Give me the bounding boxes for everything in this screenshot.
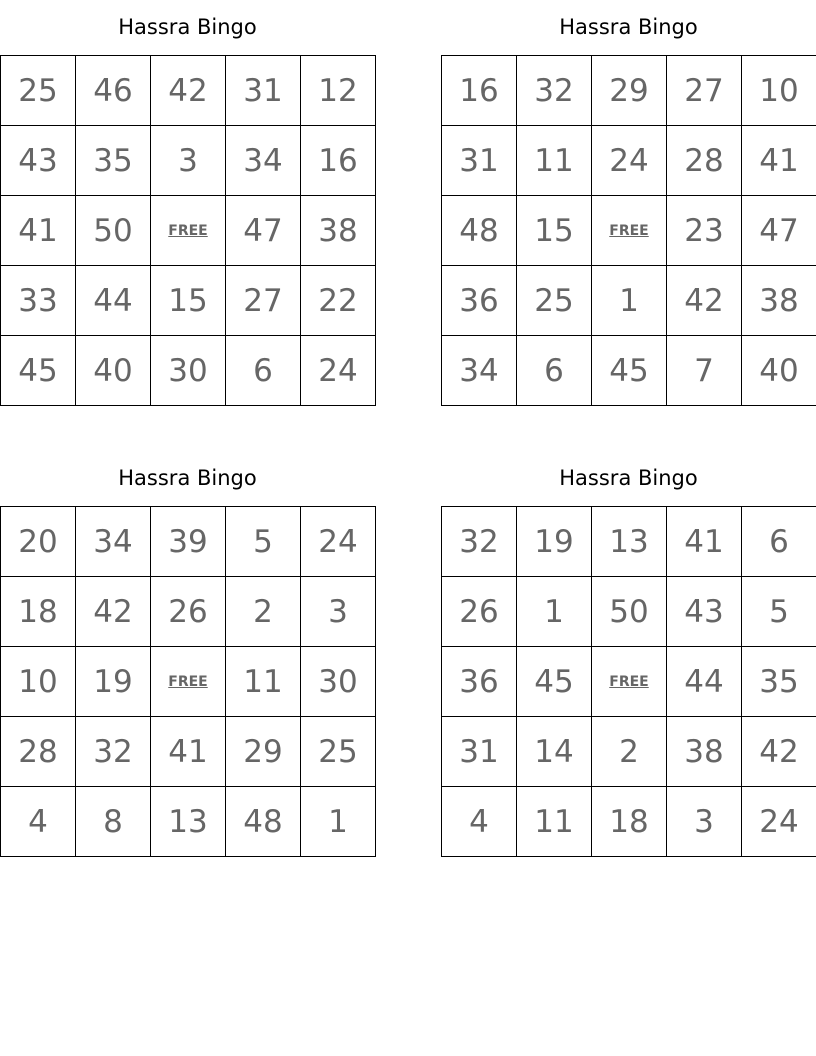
grid-cell: 31 xyxy=(226,56,301,126)
grid-cell: 3 xyxy=(667,787,742,857)
grid-cell: 38 xyxy=(667,717,742,787)
free-space-cell: FREE xyxy=(151,196,226,266)
grid-cell: 45 xyxy=(517,647,592,717)
grid-cell: 50 xyxy=(592,577,667,647)
grid-cell: 32 xyxy=(76,717,151,787)
grid-cell: 6 xyxy=(517,336,592,406)
grid-cell: 43 xyxy=(667,577,742,647)
grid-cell: 15 xyxy=(151,266,226,336)
grid-cell: 30 xyxy=(151,336,226,406)
grid-cell: 42 xyxy=(742,717,816,787)
grid-cell: 44 xyxy=(667,647,742,717)
grid-cell: 25 xyxy=(301,717,376,787)
grid-cell: 44 xyxy=(76,266,151,336)
grid-cell: 6 xyxy=(742,507,816,577)
grid-cell: 12 xyxy=(301,56,376,126)
grid-cell: 41 xyxy=(742,126,816,196)
grid-cell: 35 xyxy=(76,126,151,196)
grid-cell: 28 xyxy=(667,126,742,196)
grid-cell: 25 xyxy=(1,56,76,126)
grid-row xyxy=(442,647,816,717)
grid-cell: 45 xyxy=(1,336,76,406)
grid-cell: 16 xyxy=(301,126,376,196)
bingo-card xyxy=(0,451,375,857)
grid-cell: 32 xyxy=(442,507,517,577)
grid-cell: 10 xyxy=(742,56,816,126)
grid-cell: 27 xyxy=(667,56,742,126)
grid-row xyxy=(1,717,376,787)
grid-cell: 30 xyxy=(301,647,376,717)
grid-cell: 27 xyxy=(226,266,301,336)
grid-cell: 5 xyxy=(742,577,816,647)
grid-cell: 32 xyxy=(517,56,592,126)
grid-row xyxy=(442,577,816,647)
bingo-card xyxy=(0,0,375,406)
bingo-grid xyxy=(441,506,816,857)
grid-cell: 22 xyxy=(301,266,376,336)
grid-cell: 20 xyxy=(1,507,76,577)
grid-row xyxy=(442,196,816,266)
grid-row xyxy=(1,266,376,336)
grid-cell: 26 xyxy=(442,577,517,647)
grid-cell: 3 xyxy=(301,577,376,647)
grid-cell: 1 xyxy=(592,266,667,336)
grid-cell: 13 xyxy=(151,787,226,857)
grid-row xyxy=(442,56,816,126)
card-title: Hassra Bingo xyxy=(118,15,257,39)
grid-row xyxy=(442,787,816,857)
grid-cell: 42 xyxy=(667,266,742,336)
grid-cell: 4 xyxy=(442,787,517,857)
grid-cell: 39 xyxy=(151,507,226,577)
grid-cell: 40 xyxy=(742,336,816,406)
grid-cell: 38 xyxy=(301,196,376,266)
grid-cell: 5 xyxy=(226,507,301,577)
grid-row xyxy=(1,577,376,647)
grid-row xyxy=(442,717,816,787)
grid-cell: 3 xyxy=(151,126,226,196)
grid-row xyxy=(442,336,816,406)
grid-cell: 38 xyxy=(742,266,816,336)
grid-cell: 28 xyxy=(1,717,76,787)
grid-cell: 11 xyxy=(517,787,592,857)
grid-cell: 11 xyxy=(226,647,301,717)
grid-cell: 24 xyxy=(742,787,816,857)
grid-cell: 48 xyxy=(442,196,517,266)
grid-cell: 47 xyxy=(226,196,301,266)
grid-row xyxy=(1,787,376,857)
grid-cell: 2 xyxy=(592,717,667,787)
grid-cell: 26 xyxy=(151,577,226,647)
grid-cell: 42 xyxy=(151,56,226,126)
grid-cell: 40 xyxy=(76,336,151,406)
grid-cell: 41 xyxy=(151,717,226,787)
grid-row xyxy=(1,336,376,406)
grid-cell: 13 xyxy=(592,507,667,577)
card-title: Hassra Bingo xyxy=(118,466,257,490)
grid-cell: 34 xyxy=(442,336,517,406)
grid-cell: 1 xyxy=(301,787,376,857)
grid-cell: 29 xyxy=(226,717,301,787)
grid-cell: 6 xyxy=(226,336,301,406)
grid-cell: 23 xyxy=(667,196,742,266)
grid-row xyxy=(1,507,376,577)
card-title: Hassra Bingo xyxy=(559,466,698,490)
grid-cell: 24 xyxy=(592,126,667,196)
grid-cell: 41 xyxy=(1,196,76,266)
grid-cell: 24 xyxy=(301,336,376,406)
grid-cell: 1 xyxy=(517,577,592,647)
bingo-grid xyxy=(441,55,816,406)
grid-cell: 47 xyxy=(742,196,816,266)
grid-cell: 10 xyxy=(1,647,76,717)
grid-row xyxy=(1,196,376,266)
grid-row xyxy=(442,126,816,196)
grid-cell: 33 xyxy=(1,266,76,336)
grid-cell: 19 xyxy=(517,507,592,577)
grid-row xyxy=(442,266,816,336)
grid-cell: 48 xyxy=(226,787,301,857)
free-space-cell: FREE xyxy=(151,647,226,717)
grid-cell: 24 xyxy=(301,507,376,577)
grid-cell: 34 xyxy=(76,507,151,577)
grid-cell: 16 xyxy=(442,56,517,126)
grid-cell: 18 xyxy=(592,787,667,857)
grid-row xyxy=(1,56,376,126)
grid-cell: 45 xyxy=(592,336,667,406)
bingo-grid xyxy=(0,506,376,857)
free-space-cell: FREE xyxy=(592,196,667,266)
grid-cell: 4 xyxy=(1,787,76,857)
grid-cell: 18 xyxy=(1,577,76,647)
grid-cell: 25 xyxy=(517,266,592,336)
grid-cell: 14 xyxy=(517,717,592,787)
grid-cell: 31 xyxy=(442,126,517,196)
grid-row xyxy=(1,126,376,196)
grid-cell: 7 xyxy=(667,336,742,406)
bingo-grid xyxy=(0,55,376,406)
grid-cell: 2 xyxy=(226,577,301,647)
card-title: Hassra Bingo xyxy=(559,15,698,39)
grid-cell: 42 xyxy=(76,577,151,647)
grid-cell: 46 xyxy=(76,56,151,126)
grid-cell: 19 xyxy=(76,647,151,717)
free-space-cell: FREE xyxy=(592,647,667,717)
grid-cell: 43 xyxy=(1,126,76,196)
grid-cell: 35 xyxy=(742,647,816,717)
grid-row xyxy=(442,507,816,577)
grid-cell: 15 xyxy=(517,196,592,266)
grid-cell: 50 xyxy=(76,196,151,266)
grid-cell: 11 xyxy=(517,126,592,196)
grid-row xyxy=(1,647,376,717)
grid-cell: 36 xyxy=(442,647,517,717)
grid-cell: 29 xyxy=(592,56,667,126)
grid-cell: 8 xyxy=(76,787,151,857)
grid-cell: 34 xyxy=(226,126,301,196)
grid-cell: 41 xyxy=(667,507,742,577)
bingo-card xyxy=(441,451,816,857)
grid-cell: 36 xyxy=(442,266,517,336)
bingo-card xyxy=(441,0,816,406)
grid-cell: 31 xyxy=(442,717,517,787)
